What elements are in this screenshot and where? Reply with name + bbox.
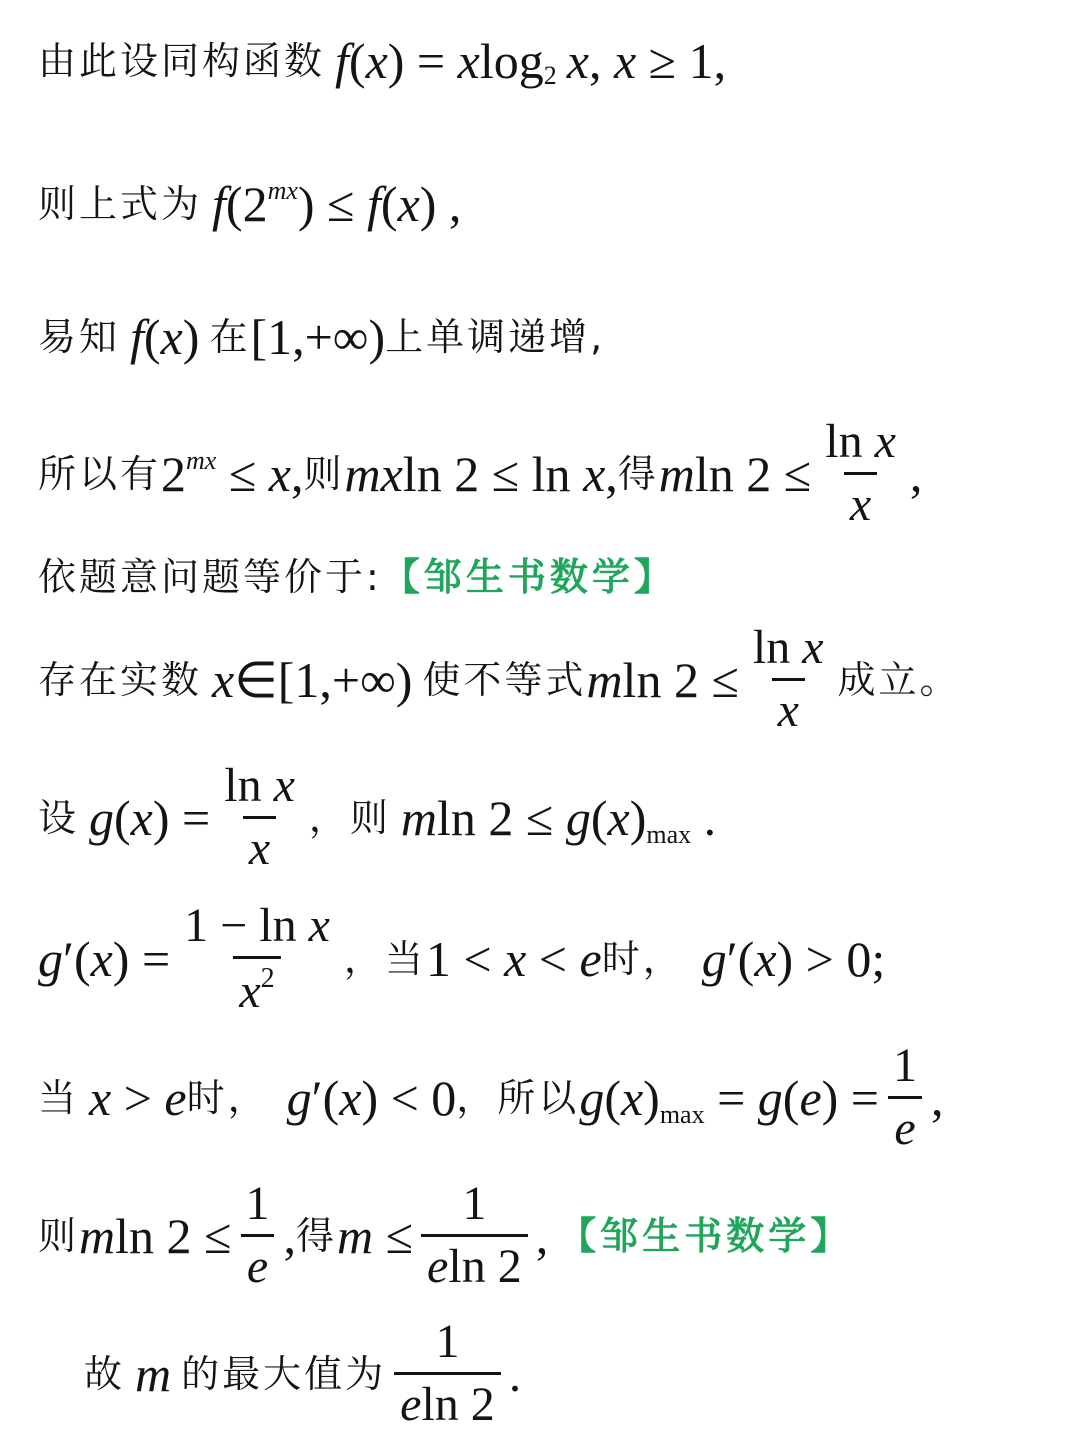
- fraction: $\frac{\text{ln x}}{x}$: [752, 621, 824, 737]
- math: g: [565, 789, 591, 846]
- math: ,: [605, 445, 618, 502]
- math: x: [613, 32, 637, 89]
- text: 设: [38, 795, 80, 840]
- math: f: [335, 32, 349, 89]
- math: ) =: [112, 931, 171, 987]
- line-11: [84, 1315, 522, 1431]
- line-9: [38, 1039, 944, 1155]
- math: f: [367, 175, 381, 232]
- math: ,: [931, 1069, 944, 1126]
- math: g: [579, 1069, 605, 1126]
- math: m: [658, 445, 695, 502]
- math-superscript: mx: [267, 176, 298, 205]
- text: 得: [295, 1213, 337, 1258]
- math: ): [182, 309, 200, 365]
- fraction: $\frac{1}{e}$: [887, 1042, 923, 1153]
- fraction: $\frac{1}{eln 2}$: [421, 1180, 528, 1291]
- math: ′(: [63, 931, 91, 987]
- math: e: [164, 1069, 187, 1126]
- math: ,: [291, 445, 304, 502]
- text: 则上式为: [38, 181, 203, 226]
- math: g: [286, 1069, 312, 1126]
- math: g: [38, 931, 63, 987]
- text: 则: [38, 1213, 80, 1258]
- math: f: [130, 309, 144, 365]
- line-1: [38, 32, 726, 89]
- math: e: [799, 1069, 822, 1126]
- text: 易知: [38, 315, 121, 359]
- math: ≤: [216, 445, 269, 502]
- math: ,: [535, 1207, 549, 1264]
- text: ，则: [308, 795, 391, 840]
- line-7: [38, 759, 717, 875]
- math: f: [212, 175, 226, 232]
- math: ln 2 ≤: [115, 1207, 232, 1264]
- math: x: [566, 32, 589, 89]
- math: x: [583, 445, 606, 502]
- fraction: $\frac{\text{1 − ln x}}{x^2}$: [184, 899, 330, 1018]
- math: m: [336, 1207, 374, 1264]
- math: m: [586, 651, 623, 708]
- math: x: [365, 32, 388, 89]
- math: m: [79, 1207, 116, 1264]
- math: (: [143, 309, 161, 365]
- math: (: [604, 1069, 621, 1126]
- math: ln 2 ≤: [694, 445, 812, 502]
- math: >: [111, 1069, 165, 1126]
- math: m: [400, 789, 438, 846]
- math: g: [757, 1069, 783, 1126]
- math: log: [479, 32, 544, 89]
- math: x: [504, 931, 527, 987]
- math: =: [704, 1069, 758, 1126]
- math: 1 <: [425, 931, 505, 987]
- math: e: [579, 931, 602, 987]
- math: x: [160, 309, 183, 365]
- math: (: [114, 789, 131, 846]
- math: ∈[1,+∞): [234, 651, 413, 708]
- math: (: [590, 789, 608, 846]
- math: ,: [283, 1207, 296, 1264]
- math: x: [89, 1069, 112, 1126]
- line-6: [38, 621, 961, 737]
- math-superscript: mx: [186, 446, 217, 475]
- math: x: [754, 931, 777, 987]
- line-3: [38, 309, 606, 365]
- math: ≤: [373, 1207, 414, 1264]
- fraction: $\frac{1}{eln 2}$: [394, 1318, 501, 1429]
- brand-watermark: 【邹生书数学】: [381, 555, 676, 599]
- math: ≥ 1,: [636, 32, 727, 89]
- line-2: [38, 175, 462, 232]
- math: ) < 0: [361, 1069, 457, 1126]
- text: 时，: [601, 937, 684, 981]
- math: ,: [588, 32, 614, 89]
- math: ) =: [152, 789, 211, 846]
- math: x: [268, 445, 291, 502]
- math: (: [348, 32, 366, 89]
- text: ，当: [343, 937, 426, 981]
- math: ): [643, 1069, 660, 1126]
- math: .: [691, 789, 717, 846]
- math: ): [629, 789, 647, 846]
- math: <: [526, 931, 580, 987]
- fraction: $\frac{1}{e}$: [239, 1180, 275, 1291]
- line-5: [38, 555, 676, 599]
- math: g: [701, 931, 727, 987]
- math: x: [457, 32, 480, 89]
- text: 在: [209, 315, 251, 359]
- text: 得: [617, 451, 659, 496]
- math: x: [620, 1069, 644, 1126]
- line-10: [38, 1177, 853, 1293]
- text: 上单调递增,: [385, 315, 606, 359]
- fraction: $\frac{\text{ln x}}{x}$: [224, 759, 295, 875]
- math: x: [607, 789, 630, 846]
- text: ，所以: [456, 1075, 580, 1120]
- math: x: [212, 651, 235, 708]
- math: ′(: [726, 931, 755, 987]
- math: .: [508, 1345, 522, 1402]
- math: ) =: [821, 1069, 880, 1126]
- math: x: [397, 175, 420, 232]
- brand-watermark: 【邹生书数学】: [558, 1213, 853, 1258]
- math: ) =: [387, 32, 458, 89]
- math: ln 2 ≤: [437, 789, 566, 846]
- math: ,: [909, 445, 923, 502]
- text: 则: [303, 451, 345, 496]
- math-subscript: max: [659, 1100, 705, 1129]
- math: mx: [344, 445, 403, 502]
- math: ) > 0;: [776, 931, 886, 987]
- math: 2: [161, 445, 187, 502]
- text: 故: [84, 1351, 126, 1396]
- math: x: [130, 789, 153, 846]
- math-subscript: 2: [543, 61, 557, 90]
- math: g: [89, 789, 115, 846]
- math: ): [419, 175, 437, 232]
- text: ,: [436, 175, 462, 232]
- line-8: [38, 899, 886, 1018]
- text: 所以有: [38, 451, 162, 496]
- text: 存在实数: [38, 657, 203, 702]
- text: 当: [38, 1075, 80, 1120]
- text: 时，: [186, 1075, 269, 1120]
- math: x: [90, 931, 113, 987]
- math: ln 2 ≤ ln: [402, 445, 584, 502]
- math-subscript: max: [646, 820, 692, 849]
- text: 由此设同构函数: [38, 38, 326, 83]
- text: 使不等式: [422, 657, 587, 702]
- math: m: [135, 1345, 172, 1402]
- math: ln 2 ≤: [622, 651, 739, 708]
- math: ) ≤: [297, 175, 367, 232]
- math: (2: [225, 175, 268, 232]
- text: 成立。: [837, 657, 961, 702]
- math: (: [380, 175, 398, 232]
- math: (: [782, 1069, 800, 1126]
- text: 依题意问题等价于:: [38, 555, 382, 599]
- math: x: [339, 1069, 362, 1126]
- text: 的最大值为: [181, 1351, 387, 1396]
- fraction: $\frac{\text{ln x}}{x}$: [825, 415, 896, 531]
- math: ′(: [311, 1069, 340, 1126]
- math: [1,+∞): [250, 309, 386, 365]
- line-4: [38, 415, 923, 531]
